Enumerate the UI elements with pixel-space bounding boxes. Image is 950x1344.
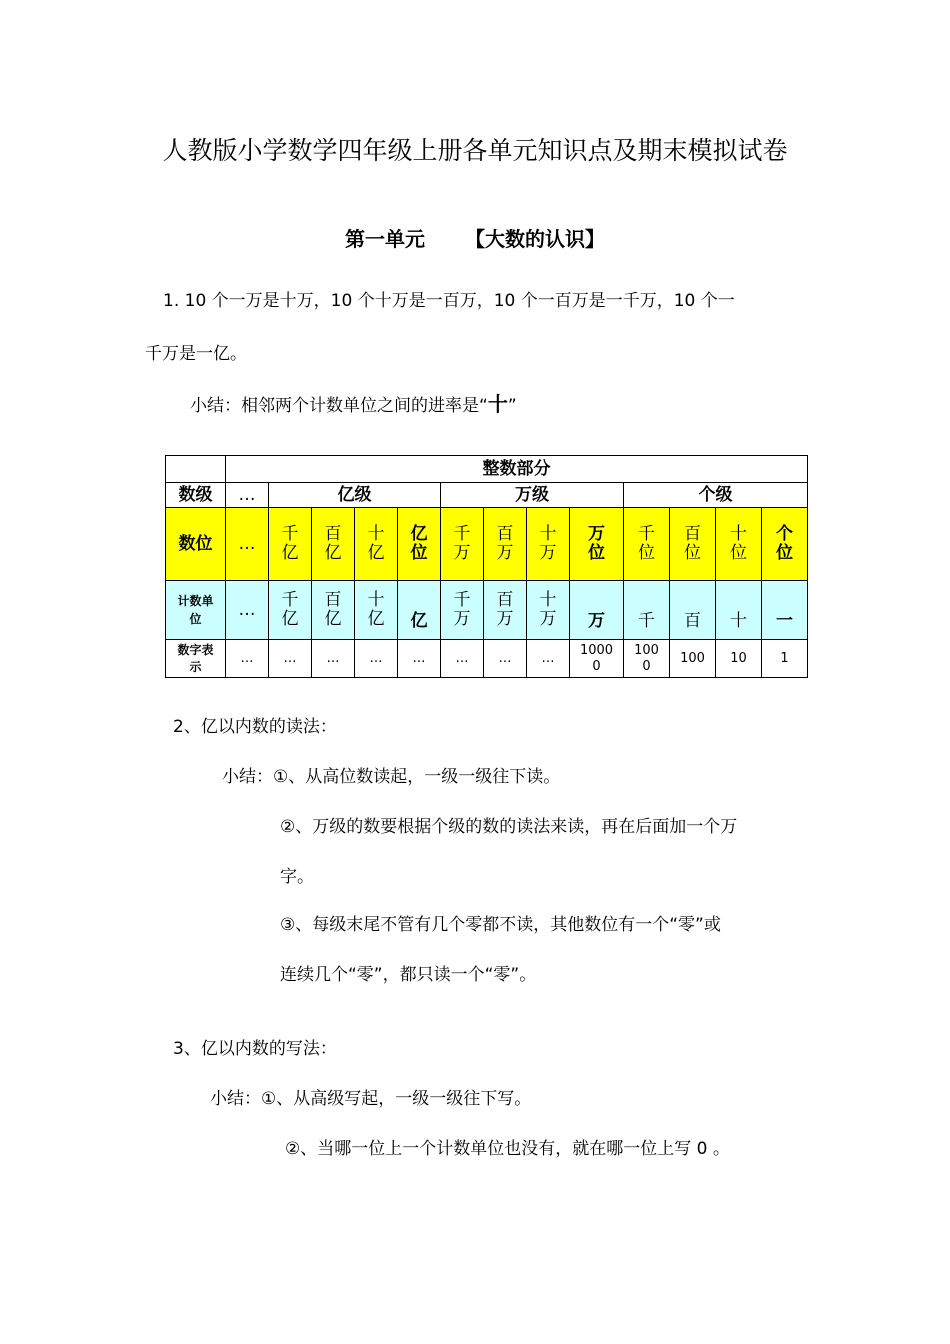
digit-cell: … <box>355 640 398 678</box>
place-cell: 十位 <box>730 524 747 563</box>
summary-1-strong: 十 <box>487 392 508 416</box>
digit-cell: … <box>312 640 355 678</box>
place-cell: 百亿 <box>324 524 342 563</box>
place-cell: 百位 <box>684 524 701 563</box>
section-3-heading: 3、亿以内数的写法： <box>173 1039 337 1059</box>
digit-cell: … <box>527 640 570 678</box>
section-2-rule-1: 小结：①、从高位数读起，一级一级往下读。 <box>222 767 561 787</box>
row-label-place: 数位 <box>166 508 226 581</box>
unit-cell: 万 <box>570 581 624 640</box>
table-corner <box>166 456 226 483</box>
digit-cell: 100 <box>670 640 716 678</box>
place-cell: 亿位 <box>410 524 428 563</box>
section-2-rule-3a: ③、每级末尾不管有几个零都不读，其他数位有一个“零”或 <box>280 915 721 935</box>
unit-cell: 亿 <box>398 581 441 640</box>
level-wan: 万级 <box>441 483 624 508</box>
digit-cell: … <box>484 640 527 678</box>
section-2-heading: 2、亿以内数的读法： <box>173 717 337 737</box>
place-cell: 十万 <box>539 524 557 563</box>
unit-heading <box>0 223 950 252</box>
document-title: 人教版小学数学四年级上册各单元知识点及期末模拟试卷 <box>162 136 788 165</box>
digit-cell: … <box>226 640 269 678</box>
paragraph-1-line-1: 1. 10 个一万是十万，10 个十万是一百万，10 个一百万是一千万，10 个一 <box>163 291 735 311</box>
unit-cell: 千 <box>624 581 670 640</box>
summary-1-suffix: ” <box>507 396 517 416</box>
section-2-rule-2b: 字。 <box>280 867 314 887</box>
unit-cell: 一 <box>762 581 808 640</box>
unit-cell: 十 <box>716 581 762 640</box>
summary-1-prefix: 小结：相邻两个计数单位之间的进率是“ <box>190 396 488 416</box>
place-cell: 十亿 <box>367 524 385 563</box>
unit-cell: 千万 <box>453 590 471 629</box>
place-ellipsis: … <box>226 508 269 581</box>
place-value-table <box>165 455 808 678</box>
digit-cell: 10 <box>716 640 762 678</box>
row-label-level: 数级 <box>166 483 226 508</box>
place-cell: 个位 <box>776 524 793 563</box>
place-cell: 千万 <box>453 524 471 563</box>
unit-name: 第一单元 <box>345 227 425 251</box>
unit-cell: 百 <box>670 581 716 640</box>
unit-cell: 千亿 <box>281 590 299 629</box>
digit-cell: … <box>441 640 484 678</box>
section-2-rule-2a: ②、万级的数要根据个级的数的读法来读，再在后面加一个万 <box>280 817 738 837</box>
section-3-rule-1: 小结：①、从高级写起，一级一级往下写。 <box>210 1089 532 1109</box>
unit-topic: 【大数的认识】 <box>465 227 605 251</box>
unit-cell: 十万 <box>539 590 557 629</box>
place-cell: 千亿 <box>281 524 299 563</box>
section-3-rule-2: ②、当哪一位上一个计数单位也没有，就在哪一位上写 0 。 <box>285 1139 730 1159</box>
summary-1 <box>190 388 517 417</box>
section-2-rule-3b: 连续几个“零”，都只读一个“零”。 <box>280 965 537 985</box>
digit-cell: … <box>398 640 441 678</box>
unit-ellipsis: … <box>226 581 269 640</box>
table-header-integer-part: 整数部分 <box>226 456 808 483</box>
paragraph-1-line-2: 千万是一亿。 <box>145 344 247 364</box>
unit-cell: 百亿 <box>324 590 342 629</box>
row-label-unit: 计数单位 <box>177 594 214 626</box>
row-label-digit: 数字表示 <box>177 642 214 674</box>
place-cell: 千位 <box>638 524 655 563</box>
digit-cell: 10000 <box>579 642 614 674</box>
digit-cell: … <box>269 640 312 678</box>
place-cell: 万位 <box>588 524 605 563</box>
digit-cell: 1 <box>762 640 808 678</box>
unit-cell: 十亿 <box>367 590 385 629</box>
place-cell: 百万 <box>496 524 514 563</box>
level-ellipsis: … <box>226 483 269 508</box>
digit-cell: 1000 <box>634 642 659 674</box>
level-yi: 亿级 <box>269 483 441 508</box>
unit-cell: 百万 <box>496 590 514 629</box>
level-ge: 个级 <box>624 483 808 508</box>
